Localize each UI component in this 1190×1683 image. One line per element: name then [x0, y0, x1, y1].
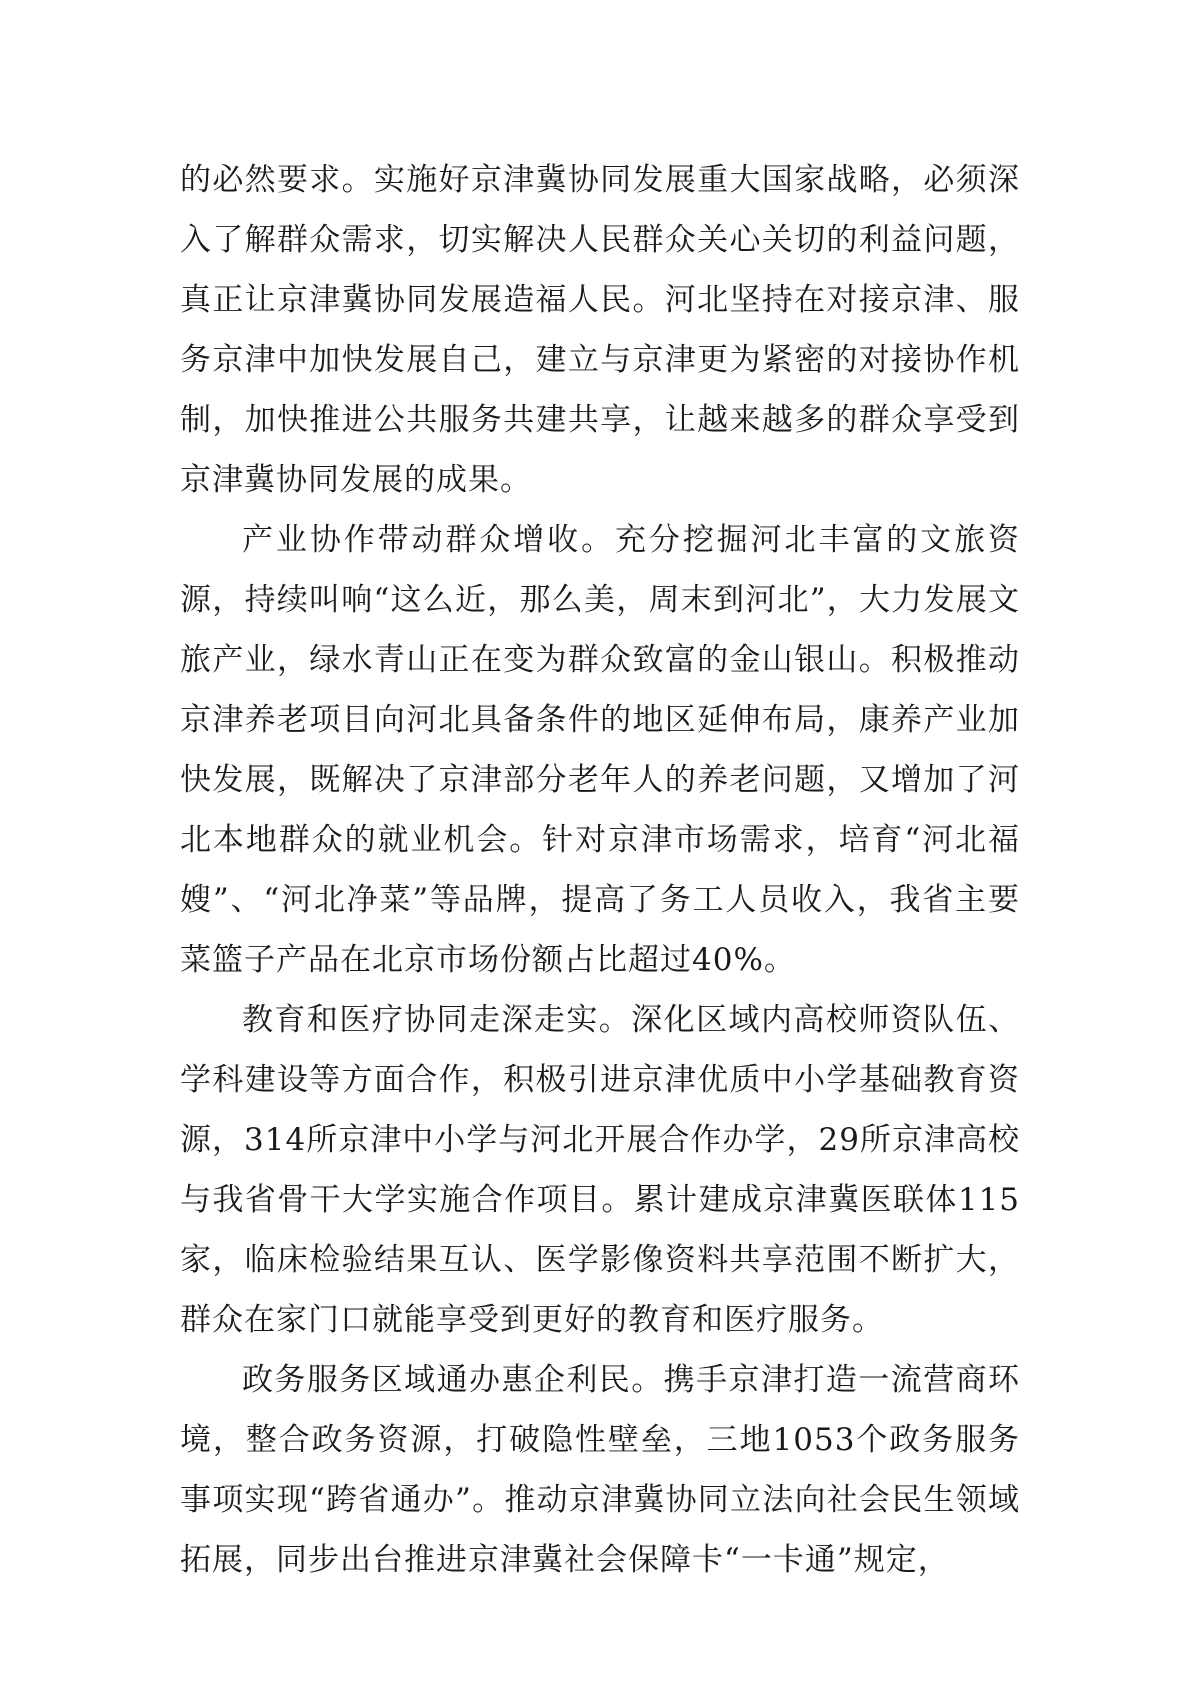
- paragraph-3: 教育和医疗协同走深走实。深化区域内高校师资队伍、学科建设等方面合作，积极引进京津优质中小学基础教育资源，314所京津中小学与河北开展合作办学，29所京津高校与我省骨干大学实施合作项目。累计建成京津冀医联体115家，临床检验结果互认、医学影像资料共享范围不断扩大，群众在家门口就能享受到更好的教育和医疗服务。: [180, 1002, 1020, 1338]
- body-text: [180, 150, 1020, 1590]
- paragraph-1: 的必然要求。实施好京津冀协同发展重大国家战略，必须深入了解群众需求，切实解决人民群众关心关切的利益问题，真正让京津冀协同发展造福人民。河北坚持在对接京津、服务京津中加快发展自己，建立与京津更为紧密的对接协作机制，加快推进公共服务共建共享，让越来越多的群众享受到京津冀协同发展的成果。: [180, 162, 1020, 498]
- paragraph-2: 产业协作带动群众增收。充分挖掘河北丰富的文旅资源，持续叫响“这么近，那么美，周末到河北”，大力发展文旅产业，绿水青山正在变为群众致富的金山银山。积极推动京津养老项目向河北具备条件的地区延伸布局，康养产业加快发展，既解决了京津部分老年人的养老问题，又增加了河北本地群众的就业机会。针对京津市场需求，培育“河北福嫂”、“河北净菜”等品牌，提高了务工人员收入，我省主要菜篮子产品在北京市场份额占比超过40%。: [180, 522, 1020, 978]
- paragraph-4: 政务服务区域通办惠企利民。携手京津打造一流营商环境，整合政务资源，打破隐性壁垒，三地1053个政务服务事项实现“跨省通办”。推动京津冀协同立法向社会民生领域拓展，同步出台推进京津冀社会保障卡“一卡通”规定，: [180, 1362, 1020, 1578]
